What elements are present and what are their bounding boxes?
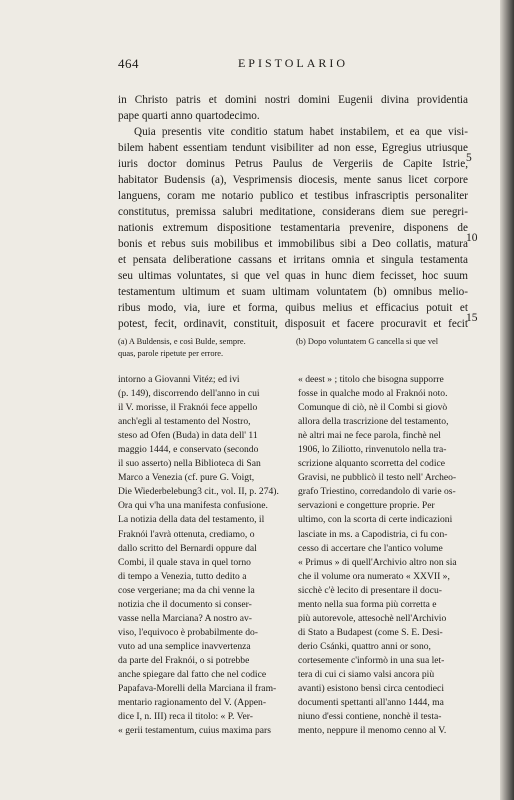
commentary-left-column xyxy=(118,373,288,738)
footnote-line: (b) Dopo voluntatem G cancella si que vel xyxy=(296,337,439,346)
commentary-right-column xyxy=(298,373,468,738)
footnote-a xyxy=(118,336,288,360)
main-text-line: seu ultimas voluntates, si que vel quas in hunc diem fecisset, hoc suum xyxy=(118,270,468,282)
commentary-line: documenti spettanti all'anno 1444, ma xyxy=(298,697,444,709)
commentary-line: steso ad Ofen (Buda) in data dell' 11 xyxy=(118,430,258,442)
commentary-line: allora della trascrizione del testamento, xyxy=(298,416,449,428)
commentary-line: intorno a Giovanni Vitéz; ed ivi xyxy=(118,374,240,385)
commentary-line: mentario ragionamento del V. (Appen- xyxy=(118,697,267,709)
line-number: 15 xyxy=(466,312,478,324)
commentary-line: più autorevole, attesochè nell'Archivio xyxy=(298,612,447,624)
main-text-line: ribus modo, via, iure et forma, quibus melius et efficacius potuit et xyxy=(118,302,468,314)
commentary-line: vuto ad una semplice inavvertenza xyxy=(118,640,251,652)
commentary-line: dice I, n. III) reca il titolo: « P. Ver- xyxy=(118,711,253,723)
main-text-line: bonis et rebus suis mobilibus et immobilibus sibi a Deo collatis, matura xyxy=(118,238,468,250)
main-text-line: bilem habent essentiam tendunt visibiliter ad non esse, Egregius utriusque xyxy=(118,142,468,154)
commentary-line: anche spiegare dal fatto che nel codice xyxy=(118,668,267,680)
commentary-line: che il volume ora numerato « XXVII », xyxy=(298,570,450,582)
main-text-line: Quia presentis vite conditio statum habet instabilem, et ea que visi- xyxy=(134,126,468,138)
commentary-line: cesso di accertare che l'antico volume xyxy=(298,542,443,554)
main-text-line: potest, fecit, ordinavit, constituit, disposuit et facere procuravit et fecit xyxy=(118,318,468,330)
main-text-line: iuris doctor dominus Petrus Paulus de Vergeriis de Capite Istrie, xyxy=(118,158,468,170)
main-text-line: testamentum ultimum et suam ultimam voluntatem (b) omnibus melio- xyxy=(118,286,468,298)
main-text-line: languens, coram me notario publico et testibus infrascriptis personaliter xyxy=(118,190,468,202)
commentary-line: niuno d'essi contiene, nonchè il testa- xyxy=(298,711,442,723)
main-text-line: nationis extremum dispositione testamentaria prevenire, disponens de xyxy=(118,222,468,234)
main-text-line: in Christo patris et domini nostri domini Eugenii divina providentia xyxy=(118,94,468,106)
commentary-line: Gravisi, ne pubblicò il testo nell' Archeo- xyxy=(298,472,457,484)
commentary-line: 1906, lo Ziliotto, rinvenutolo nella tra- xyxy=(298,444,447,456)
book-gutter-shadow xyxy=(500,0,514,800)
commentary-line: La notizia della data del testamento, il xyxy=(118,514,265,526)
commentary-line: notizia che il documento si conser- xyxy=(118,598,252,610)
commentary-line: viso, l'equivoco è probabilmente do- xyxy=(118,626,259,638)
commentary-line: scrizione alquanto scorretta del codice xyxy=(298,458,446,470)
commentary-line: mento, neppure il menomo cenno al V. xyxy=(298,725,447,737)
main-text-line: pape quarti anno quartodecimo. xyxy=(118,110,260,122)
footnote-line: (a) A Buldensis, e così Bulde, sempre. xyxy=(118,337,246,346)
commentary-line: dallo scritto del Bernardi oppure dal xyxy=(118,542,257,554)
commentary-line: « Primus » di quell'Archivio altro non sia xyxy=(298,556,457,568)
main-text-line: et pensata deliberatione cassans et irritans omnia et singula testamenta xyxy=(118,254,468,266)
commentary-line: servazioni e congetture proprie. Per xyxy=(298,500,435,512)
running-title: EPISTOLARIO xyxy=(237,56,349,70)
footnote-b xyxy=(296,336,466,348)
commentary-line: il suo asserto) nella Biblioteca di San xyxy=(118,458,261,470)
commentary-line: cortesemente c'informò in una sua let- xyxy=(298,654,445,666)
commentary-line: di tempo a Venezia, tutto dedito a xyxy=(118,570,247,582)
commentary-line: derio Csánki, quattro anni or sono, xyxy=(298,640,431,652)
commentary-line: Comunque di ciò, nè il Combi si giovò xyxy=(298,402,448,414)
commentary-line: avanti) esistono bensì circa centodieci xyxy=(298,683,444,695)
commentary-line: da parte del Fraknói, o si potrebbe xyxy=(118,654,250,666)
commentary-line: Marco a Venezia (cf. pure G. Voigt, xyxy=(118,472,255,484)
page-header xyxy=(118,56,468,76)
main-text xyxy=(118,92,468,332)
commentary-line: fosse in qualche modo al Fraknói noto. xyxy=(298,388,448,400)
commentary-line: tera di cui ci siamo valsi ancora più xyxy=(298,668,435,680)
commentary-line: (p. 149), discorrendo dell'anno in cui xyxy=(118,388,260,400)
page-number: 464 xyxy=(118,56,139,71)
commentary-line: Die Wiederbelebung3 cit., vol. II, p. 274). xyxy=(118,486,279,498)
main-text-line: habitator Budensis (a), Vesprimensis diocesis, mente sanus licet corpore xyxy=(118,174,468,186)
commentary-line: cose vergeriane; ma da chi venne la xyxy=(118,584,255,596)
commentary-line: vasse nella Marciana? A nostro av- xyxy=(118,612,252,624)
line-number: 10 xyxy=(466,232,478,244)
commentary-line: Ora qui v'ha una manifesta confusione. xyxy=(118,500,268,512)
commentary-line: Fraknói l'avrà ottenuta, crediamo, o xyxy=(118,528,255,540)
main-text-line: constitutus, premissa salubri meditatione, considerans diem sue peregri- xyxy=(118,206,468,218)
commentary-line: grafo Triestino, corredandolo di varie os- xyxy=(298,486,456,498)
commentary-line: maggio 1444, e conservato (secondo xyxy=(118,444,259,456)
commentary-line: anch'egli al testamento del Nostro, xyxy=(118,416,251,428)
commentary-line: di Stato a Budapest (come S. E. Desi- xyxy=(298,626,443,638)
commentary-line: nè altri mai ne fece parola, finchè nel xyxy=(298,430,441,442)
commentary-line: il V. morisse, il Fraknói fece appello xyxy=(118,402,258,414)
commentary-line: « gerii testamentum, cuius maxima pars xyxy=(118,725,271,737)
commentary-line: « deest » ; titolo che bisogna supporre xyxy=(298,374,444,385)
commentary-line: Combi, il quale stava in quel torno xyxy=(118,556,251,568)
footnote-line: quas, parole ripetute per errore. xyxy=(118,349,224,358)
commentary-line: sicchè c'è lecito di presentare il docu- xyxy=(298,584,442,596)
commentary-line: ultimo, con la scorta di certe indicazioni xyxy=(298,514,453,526)
commentary-line: lasciate in ms. a Capodistria, ci fu con- xyxy=(298,528,448,540)
line-number: 5 xyxy=(466,152,472,164)
commentary-line: Papafava-Morelli della Marciana il fram- xyxy=(118,683,277,695)
commentary-line: mento nella sua forma più corretta e xyxy=(298,598,437,610)
